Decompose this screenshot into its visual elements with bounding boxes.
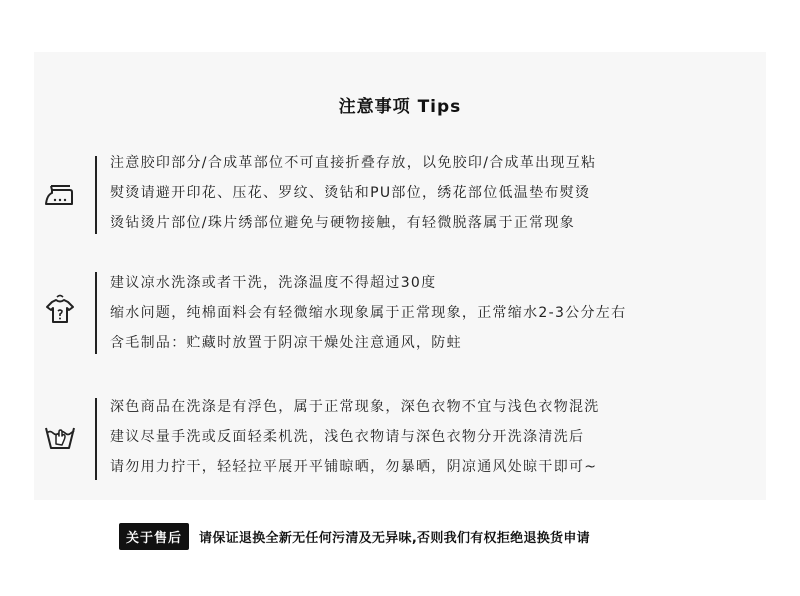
- section-divider: [95, 156, 97, 234]
- page-title: 注意事项 Tips: [338, 97, 462, 117]
- tip-line: 含毛制品：贮藏时放置于阴凉干燥处注意通风，防蛀: [110, 335, 462, 351]
- tip-line: 建议凉水洗涤或者干洗，洗涤温度不得超过30度: [110, 275, 437, 291]
- section-divider: [95, 272, 97, 354]
- section-divider: [95, 398, 97, 480]
- tip-line: 建议尽量手洗或反面轻柔机洗，浅色衣物请与深色衣物分开洗涤清洗后: [110, 429, 585, 445]
- tip-line: 注意胶印部分/合成革部位不可直接折叠存放，以免胶印/合成革出现互粘: [110, 155, 597, 171]
- after-sales-footer: [119, 522, 590, 550]
- after-sales-notice: 请保证退换全新无任何污清及无异味,否则我们有权拒绝退换货申请: [199, 530, 590, 546]
- tip-line: 请勿用力拧干，轻轻拉平展开平铺晾晒，勿暴晒，阴凉通风处晾干即可~: [110, 459, 598, 475]
- hand-wash-icon: [42, 418, 78, 454]
- section-text: [110, 148, 596, 238]
- tip-line: 缩水问题，纯棉面料会有轻微缩水现象属于正常现象，正常缩水2-3公分左右: [110, 305, 627, 321]
- section-text: [110, 268, 626, 358]
- section-text: [110, 392, 600, 482]
- garment-care-icon: [42, 292, 78, 328]
- iron-icon: [42, 178, 78, 214]
- tip-line: 熨烫请避开印花、压花、罗纹、烫钻和PU部位，绣花部位低温垫布熨烫: [110, 185, 591, 201]
- tip-line: 深色商品在洗涤是有浮色，属于正常现象，深色衣物不宜与浅色衣物混洗: [110, 399, 600, 415]
- tip-line: 烫钻烫片部位/珠片绣部位避免与硬物接触，有轻微脱落属于正常现象: [110, 215, 576, 231]
- after-sales-badge: 关于售后: [119, 523, 189, 550]
